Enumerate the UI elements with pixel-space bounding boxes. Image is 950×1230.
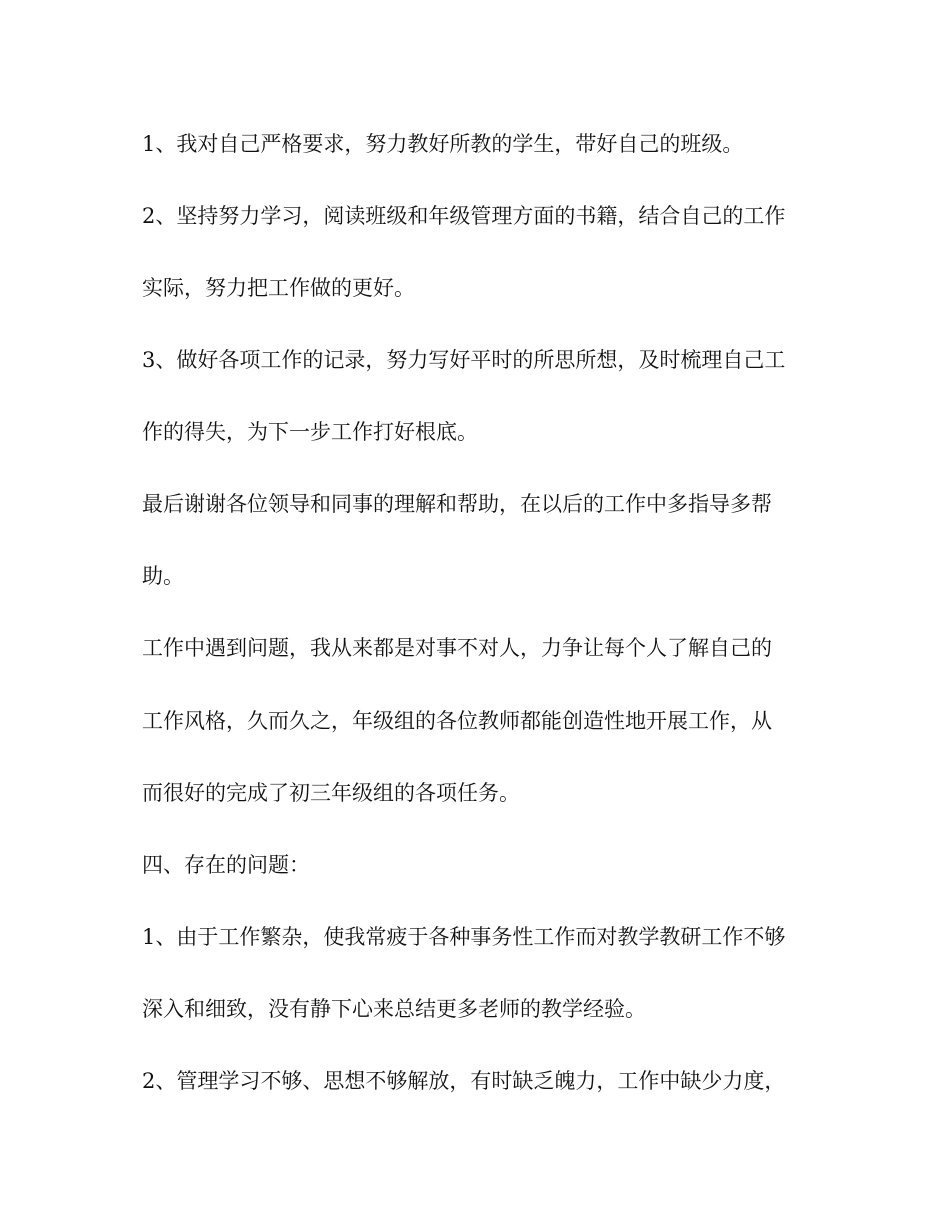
text-line: 实际，努力把工作做的更好。: [142, 276, 415, 300]
text-line: 2、坚持努力学习，阅读班级和年级管理方面的书籍，结合自己的工作: [142, 204, 786, 228]
text-line: 助。: [142, 564, 184, 588]
section-heading: 四、存在的问题：: [142, 853, 310, 877]
text-line: 深入和细致，没有静下心来总结更多老师的教学经验。: [142, 997, 646, 1021]
text-line: 而很好的完成了初三年级组的各项任务。: [142, 781, 520, 805]
text-line: 作的得失，为下一步工作打好根底。: [142, 420, 478, 444]
text-line: 3、做好各项工作的记录，努力写好平时的所思所想，及时梳理自己工: [142, 348, 786, 372]
text-line: 工作风格，久而久之，年级组的各位教师都能创造性地开展工作，从: [142, 709, 772, 733]
text-line: 1、我对自己严格要求，努力教好所教的学生，带好自己的班级。: [142, 132, 744, 156]
text-line: 2、管理学习不够、思想不够解放，有时缺乏魄力，工作中缺少力度，: [142, 1069, 786, 1093]
text-line: 工作中遇到问题，我从来都是对事不对人，力争让每个人了解自己的: [142, 636, 772, 660]
text-line: 1、由于工作繁杂，使我常疲于各种事务性工作而对教学教研工作不够: [142, 925, 786, 949]
text-line: 最后谢谢各位领导和同事的理解和帮助，在以后的工作中多指导多帮: [142, 492, 772, 516]
